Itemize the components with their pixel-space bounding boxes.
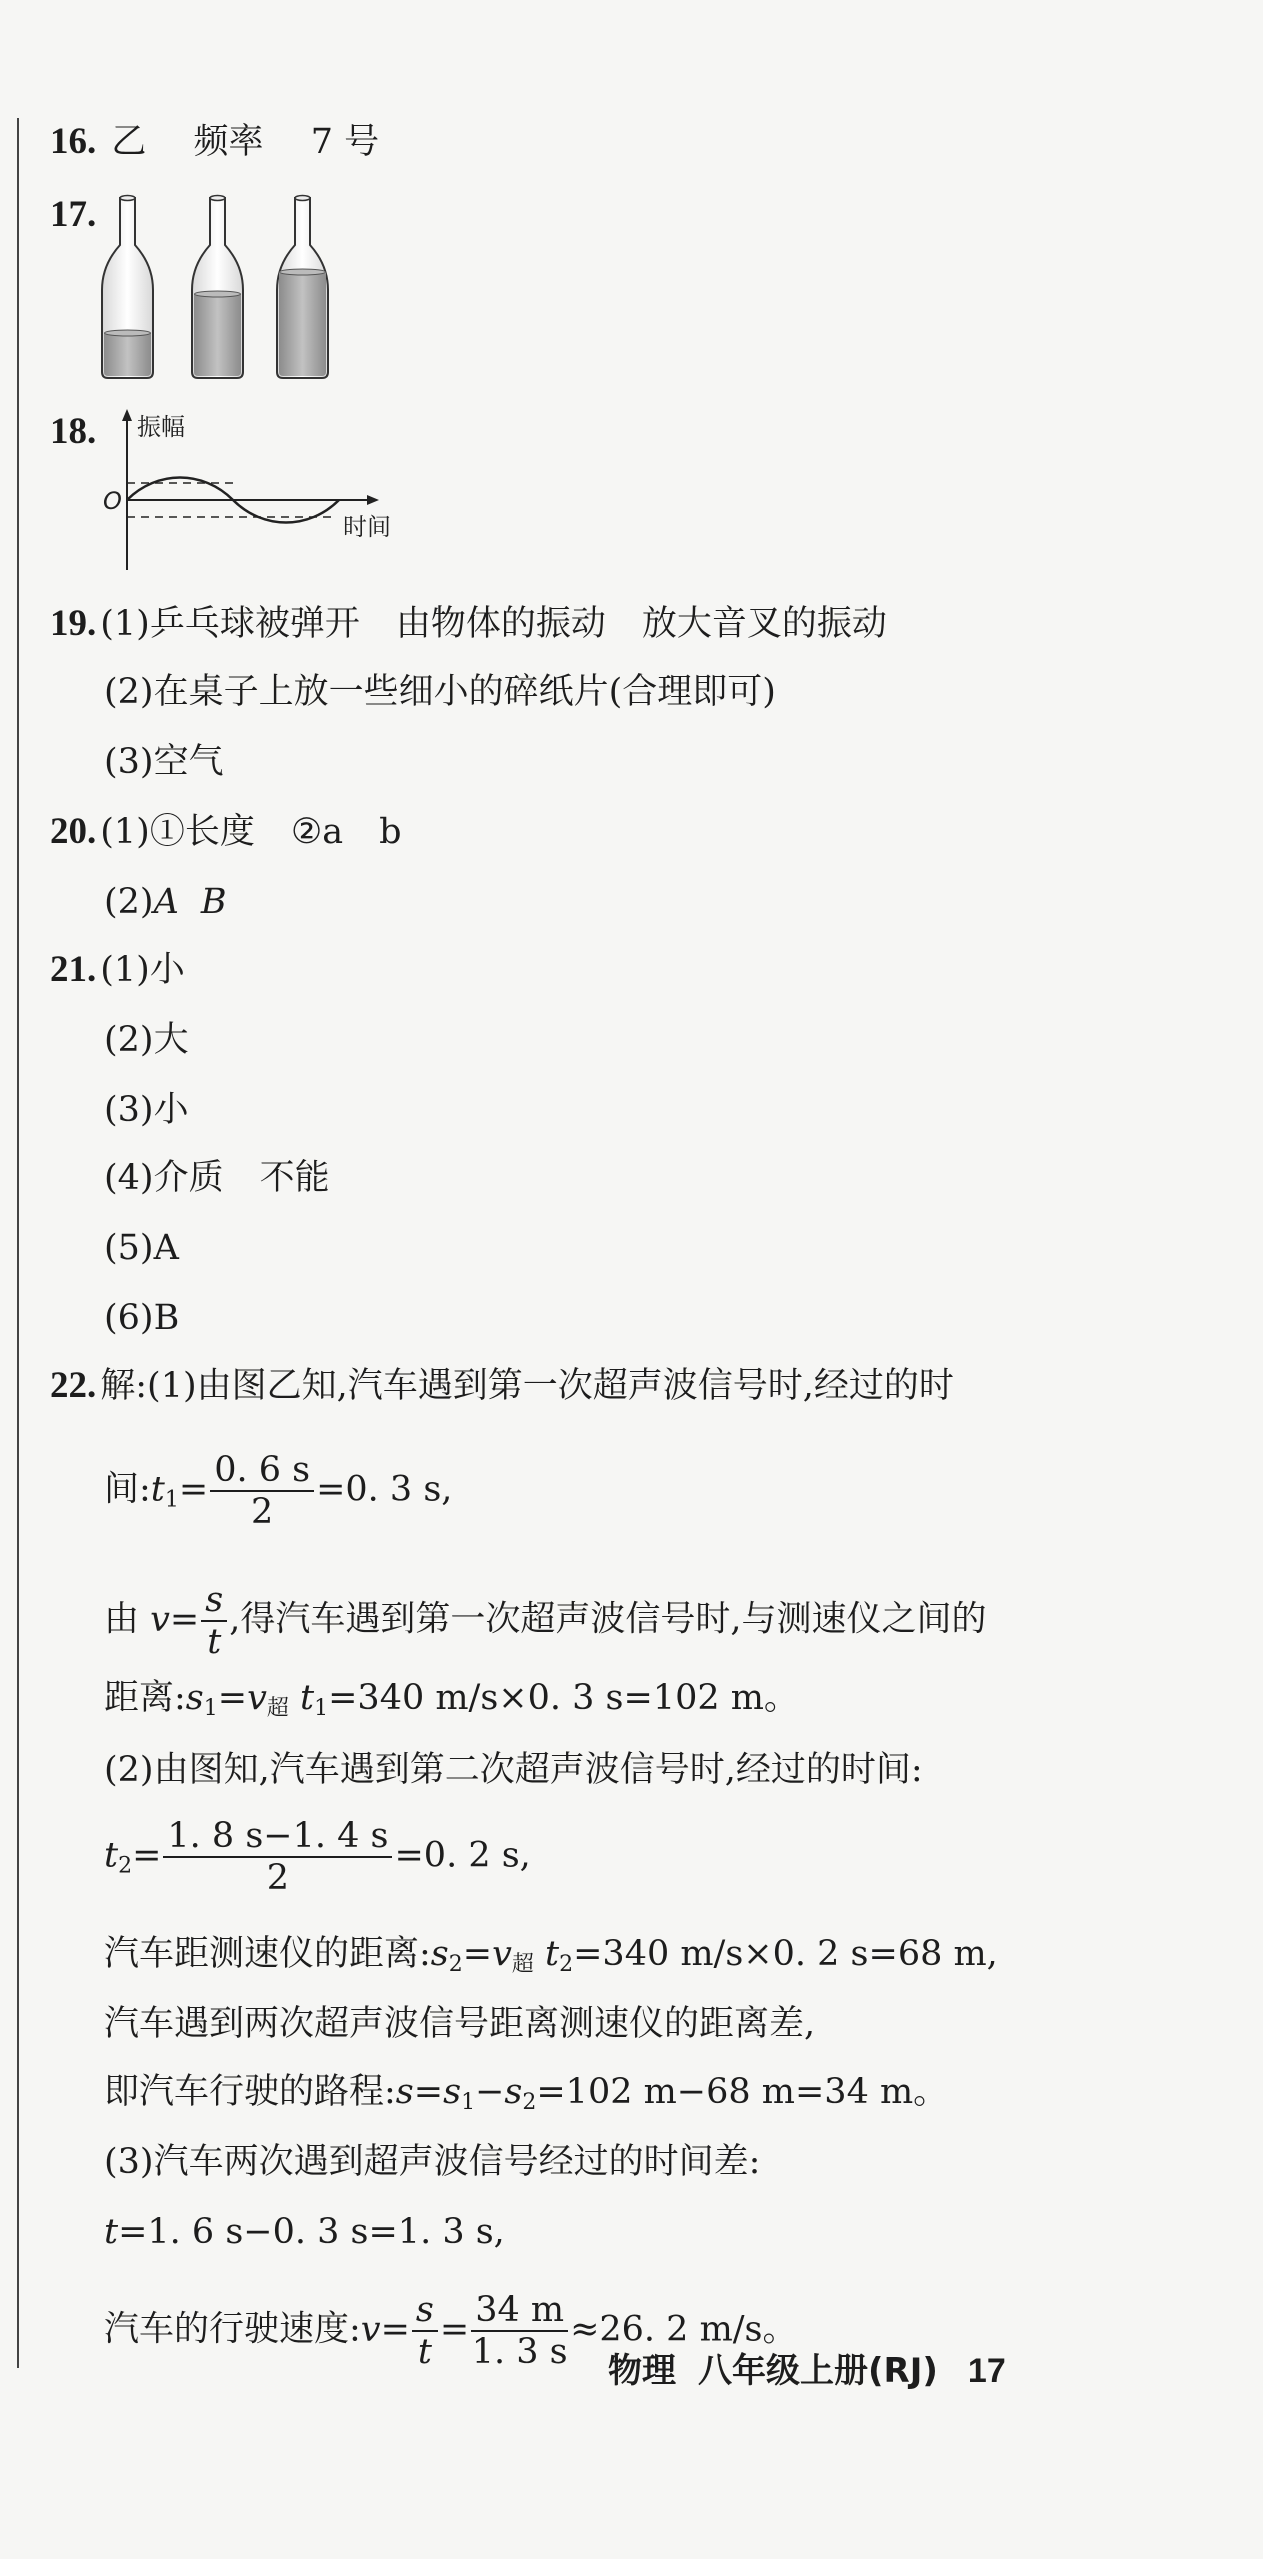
- answer-21-part-6: (6)B: [104, 1298, 180, 1338]
- answer-21-part-5: (5)A: [104, 1228, 179, 1268]
- solution-line-3: 由 v= $\frac{s}{t}$ ,得汽车遇到第一次超声波信号时,与测速仪之间的: [104, 1580, 987, 1662]
- x-axis-label: 时间: [343, 513, 391, 541]
- answer-text: A: [153, 882, 179, 922]
- solution-line-9: 即汽车行驶的路程$:s=s_1-s_2=102$ m−68 m=34 m。: [104, 2072, 949, 2115]
- answer-20-part-2: [104, 880, 227, 924]
- bottle-1: [102, 196, 153, 379]
- answer-text: 乙: [111, 122, 147, 162]
- question-number: 22.: [50, 1365, 97, 1406]
- answer-text: (1)①长度: [100, 812, 255, 852]
- solution-line-8: 汽车遇到两次超声波信号距离测速仪的距离差,: [104, 2004, 816, 2044]
- question-number: 21.: [50, 949, 97, 990]
- question-number: 16.: [50, 121, 97, 162]
- fraction: $\frac{s}{t}$: [412, 2290, 438, 2372]
- question-number: 19.: [50, 603, 97, 644]
- question-number: 18.: [50, 411, 97, 452]
- solution-line-11: t=1. 6 s−0. 3 s=1. 3 s,: [104, 2212, 505, 2252]
- answer-19-part-2: (2)在桌子上放一些细小的碎纸片(合理即可): [104, 672, 776, 712]
- bottles-illustration: [95, 190, 335, 390]
- fraction: $\frac{0. 6 s}{2}$: [210, 1450, 314, 1532]
- solution-line-2: 间$:t_1=$ $\frac{0. 6 s}{2}$ =0. 3 s,: [104, 1450, 453, 1532]
- question-number: 20.: [50, 811, 97, 852]
- fraction: $\frac{34 m}{1. 3 s}$: [471, 2290, 568, 2372]
- solution-line: 解:(1)由图乙知,汽车遇到第一次超声波信号时,经过的时: [100, 1366, 954, 1406]
- answer-text: 放大音叉的振动: [641, 604, 887, 644]
- y-axis-arrow-icon: [122, 409, 132, 421]
- waveform-graph: [95, 405, 425, 575]
- fraction: $\frac{s}{t}$: [201, 1580, 227, 1662]
- answer-text: 不能: [259, 1158, 330, 1198]
- answer-text: 7 号: [310, 122, 380, 162]
- answer-text: 频率: [193, 122, 264, 162]
- answer-text: 由物体的振动: [395, 604, 606, 644]
- answer-19-part-3: (3)空气: [104, 742, 224, 782]
- solution-line-4: 距离$:s_1=v_超$ $t_1=340$ m/s×0. 3 s=102 m。: [104, 1678, 799, 1721]
- page-footer: [608, 2343, 1006, 2392]
- origin-label: O: [103, 487, 122, 515]
- answer-text: ②a: [290, 812, 344, 852]
- solution-line-7: 汽车距测速仪的距离$:s_2=v_超$ $t_2=340$ m/s×0. 2 s=68 m,: [104, 1934, 998, 1977]
- solution-line-6: $t_2=$ $\frac{1. 8 s-1. 4 s}{2}$ =0. 2 s,: [104, 1816, 531, 1898]
- solution-line-12: 汽车的行驶速度:v= $\frac{s}{t}$ = $\frac{34 m}{1. 3 s}$ ≈26. 2 m/s。: [104, 2290, 798, 2372]
- answer-21-part-2: (2)大: [104, 1020, 189, 1060]
- y-axis-label: 振幅: [137, 413, 185, 441]
- answer-text: (4)介质: [104, 1158, 224, 1198]
- bottle-2: [192, 196, 243, 379]
- answer-21: [50, 948, 185, 992]
- solution-line-5: (2)由图知,汽车遇到第二次超声波信号时,经过的时间:: [104, 1750, 923, 1790]
- answer-22: [50, 1364, 954, 1408]
- answer-17: [50, 193, 100, 237]
- bottle-3: [277, 196, 328, 379]
- answer-21-part-4: [104, 1156, 330, 1200]
- answer-text: (1)乒乓球被弹开: [100, 604, 360, 644]
- x-axis-arrow-icon: [367, 495, 379, 505]
- page-number: 17: [967, 2352, 1006, 2390]
- fraction: $\frac{1. 8 s-1. 4 s}{2}$: [163, 1816, 392, 1898]
- solution-line-10: (3)汽车两次遇到超声波信号经过的时间差:: [104, 2142, 761, 2182]
- margin-rule: [17, 118, 19, 2368]
- answer-text: (1)小: [100, 950, 185, 990]
- answer-text: B: [200, 882, 227, 922]
- footer-subject: 物理: [608, 2351, 676, 2391]
- answer-18: [50, 410, 100, 454]
- question-number: 17.: [50, 194, 97, 235]
- answer-20: [50, 810, 401, 854]
- answer-21-part-3: (3)小: [104, 1090, 189, 1130]
- answer-16: [50, 120, 379, 164]
- answer-text: b: [379, 812, 402, 852]
- answer-19: [50, 602, 887, 646]
- footer-grade: 八年级上册(RJ): [698, 2351, 938, 2391]
- part-label: (2): [104, 882, 154, 922]
